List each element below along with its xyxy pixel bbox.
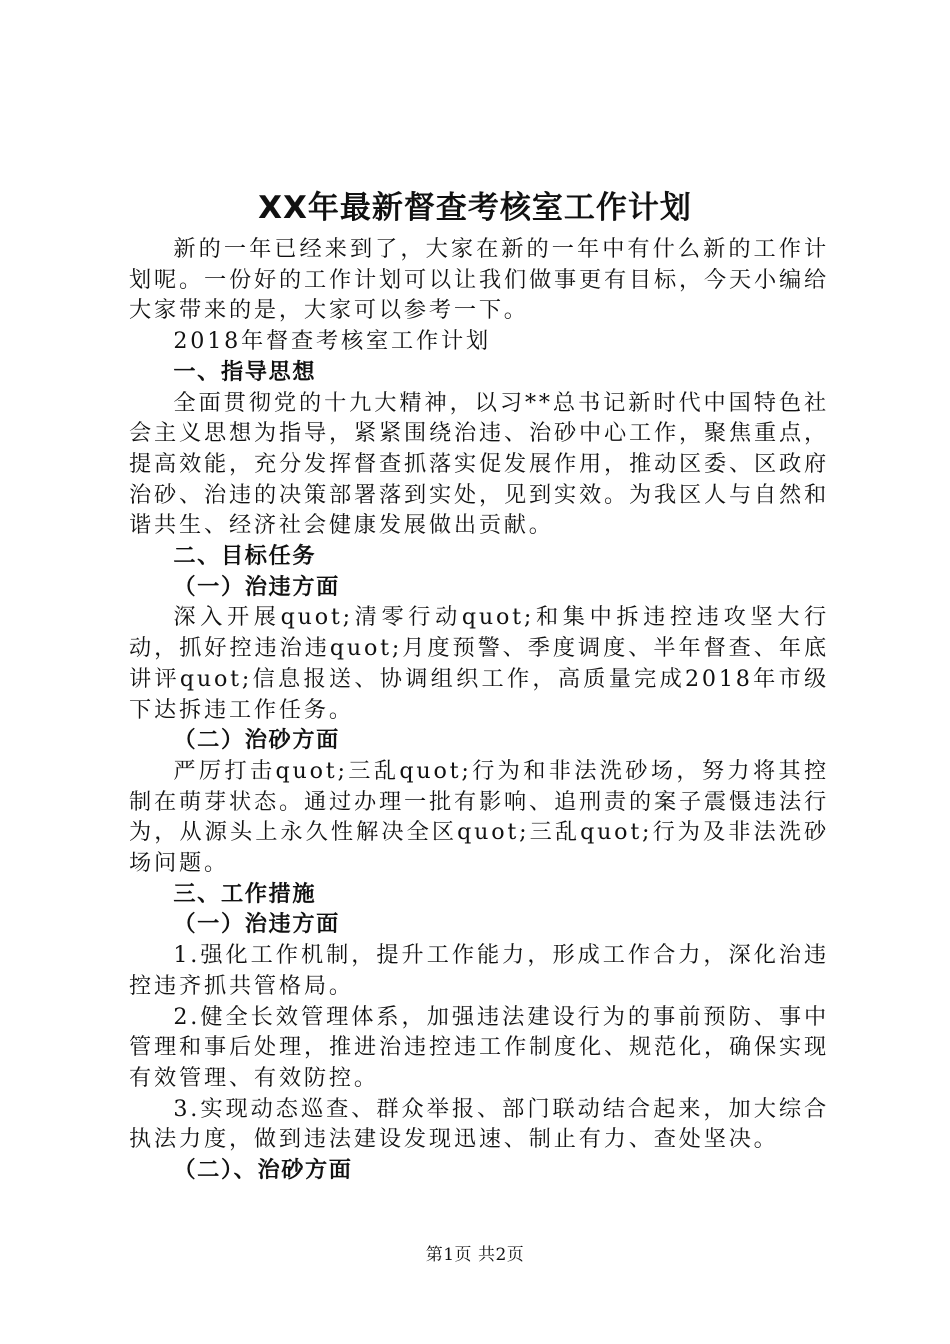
measure-item-2: 2.健全长效管理体系，加强违法建设行为的事前预防、事中管理和事后处理，推进治违控违工作制度化、规范化，确保实现有效管理、有效防控。 xyxy=(129,1003,829,1091)
measure-item-3: 3.实现动态巡查、群众举报、部门联动结合起来，加大综合执法力度，做到违法建设发现迅速、制止有力、查处坚决。 xyxy=(129,1095,829,1153)
section-heading-guiding-ideology: 一、指导思想 xyxy=(173,358,317,385)
measure-item-1: 1.强化工作机制，提升工作能力，形成工作合力，深化治违控违齐抓共管格局。 xyxy=(129,942,829,999)
subsection-heading-measures-violations: （一）治违方面 xyxy=(173,911,340,938)
subsection-heading-measures-sand: （二）、治砂方面 xyxy=(173,1157,353,1184)
section-heading-goals: 二、目标任务 xyxy=(173,543,317,570)
goals-sand-paragraph: 严厉打击quot;三乱quot;行为和非法洗砂场，努力将其控制在萌芽状态。通过办理一批有影响、追刑责的案子震慑违法行为，从源头上永久性解决全区quot;三乱quot;行为及非法洗砂场问题。 xyxy=(129,757,829,877)
plan-subtitle: 2018年督查考核室工作计划 xyxy=(173,328,491,355)
subsection-heading-goals-violations: （一）治违方面 xyxy=(173,573,340,600)
subsection-heading-goals-sand: （二）治砂方面 xyxy=(173,727,340,754)
document-body xyxy=(129,234,829,1186)
guiding-ideology-paragraph: 全面贯彻党的十九大精神，以习**总书记新时代中国特色社会主义思想为指导，紧紧围绕治违、治砂中心工作，聚焦重点，提高效能，充分发挥督查抓落实促发展作用，推动区委、区政府治砂、治违的决策部署落到实处，见到实效。为我区人与自然和谐共生、经济社会健康发展做出贡献。 xyxy=(129,389,829,539)
section-heading-measures: 三、工作措施 xyxy=(173,880,317,907)
goals-violations-paragraph: 深入开展quot;清零行动quot;和集中拆违控违攻坚大行动，抓好控违治违quot;月度预警、季度调度、半年督查、年底讲评quot;信息报送、协调组织工作，高质量完成2018年市级下达拆违工作任务。 xyxy=(129,604,829,723)
page-number-footer: 第1页 共2页 xyxy=(425,1245,525,1265)
document-title: XX年最新督查考核室工作计划 xyxy=(258,190,692,226)
intro-paragraph: 新的一年已经来到了，大家在新的一年中有什么新的工作计划呢。一份好的工作计划可以让我们做事更有目标，今天小编给大家带来的是，大家可以参考一下。 xyxy=(129,236,829,324)
